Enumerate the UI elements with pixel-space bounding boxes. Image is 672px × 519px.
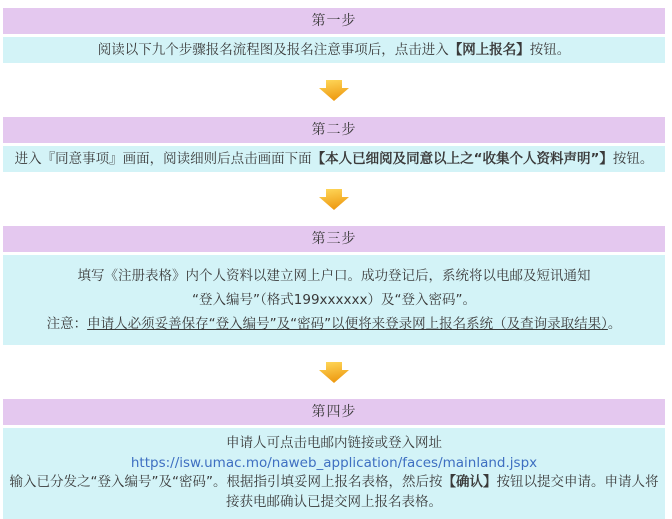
step-3-note	[15, 314, 653, 334]
step-1-bold-text: 【网上报名】	[448, 42, 530, 58]
step-4-body	[3, 428, 665, 519]
note-end: 。	[607, 316, 622, 332]
step-1-header: 第一步	[3, 8, 665, 34]
step-2-text-end: 按钮。	[612, 151, 654, 167]
note-underlined-text: 申请人必须妥善保存“登入编号”及“密码”以便将来登录网上报名系统（及查询录取结果）	[87, 316, 608, 332]
arrow-gap-3	[3, 345, 665, 399]
step-1-section	[3, 8, 665, 63]
step-3-line-1: 填写《注册表格》内个人资料以建立网上户口。成功登记后，系统将以电邮及短讯通知	[77, 268, 591, 284]
step-4-text: 输入已分发之“登入编号”及“密码”。根据指引填妥网上报名表格，然后按	[9, 474, 443, 490]
arrow-gap-2	[3, 172, 665, 226]
step-1-text: 阅读以下九个步骤报名流程图及报名注意事项后，点击进入	[97, 42, 449, 58]
step-2-body	[3, 146, 665, 172]
step-3-section	[3, 226, 665, 345]
down-arrow-icon	[319, 189, 349, 210]
step-3-body	[3, 255, 665, 345]
application-url-link[interactable]: https://isw.umac.mo/naweb_application/faces/mainland.jspx	[130, 454, 538, 471]
step-4-bold-text: 【确认】	[442, 474, 497, 490]
step-2-text: 进入『同意事项』画面，阅读细则后点击画面下面	[14, 151, 312, 167]
step-4-section	[3, 399, 665, 519]
step-1-text-end: 按钮。	[529, 42, 571, 58]
step-4-line-1: 申请人可点击电邮内链接或登入网址	[226, 435, 442, 451]
step-2-header: 第二步	[3, 117, 665, 143]
down-arrow-icon	[319, 362, 349, 383]
step-3-line-2: “登入编号”（格式199xxxxxx）及“登入密码”。	[192, 292, 476, 308]
step-2-bold-text: 【本人已细阅及同意以上之“收集个人资料声明”】	[311, 151, 613, 167]
step-4-text-end: 按钮以提交申请。申请人将接获电邮确认已提交网上报名表格。	[226, 474, 659, 510]
step-4-header: 第四步	[3, 399, 665, 425]
note-label: 注意：	[46, 316, 88, 332]
down-arrow-icon	[319, 80, 349, 101]
arrow-gap-1	[3, 63, 665, 117]
step-3-header: 第三步	[3, 226, 665, 252]
step-2-section	[3, 117, 665, 172]
step-1-body	[3, 37, 665, 63]
